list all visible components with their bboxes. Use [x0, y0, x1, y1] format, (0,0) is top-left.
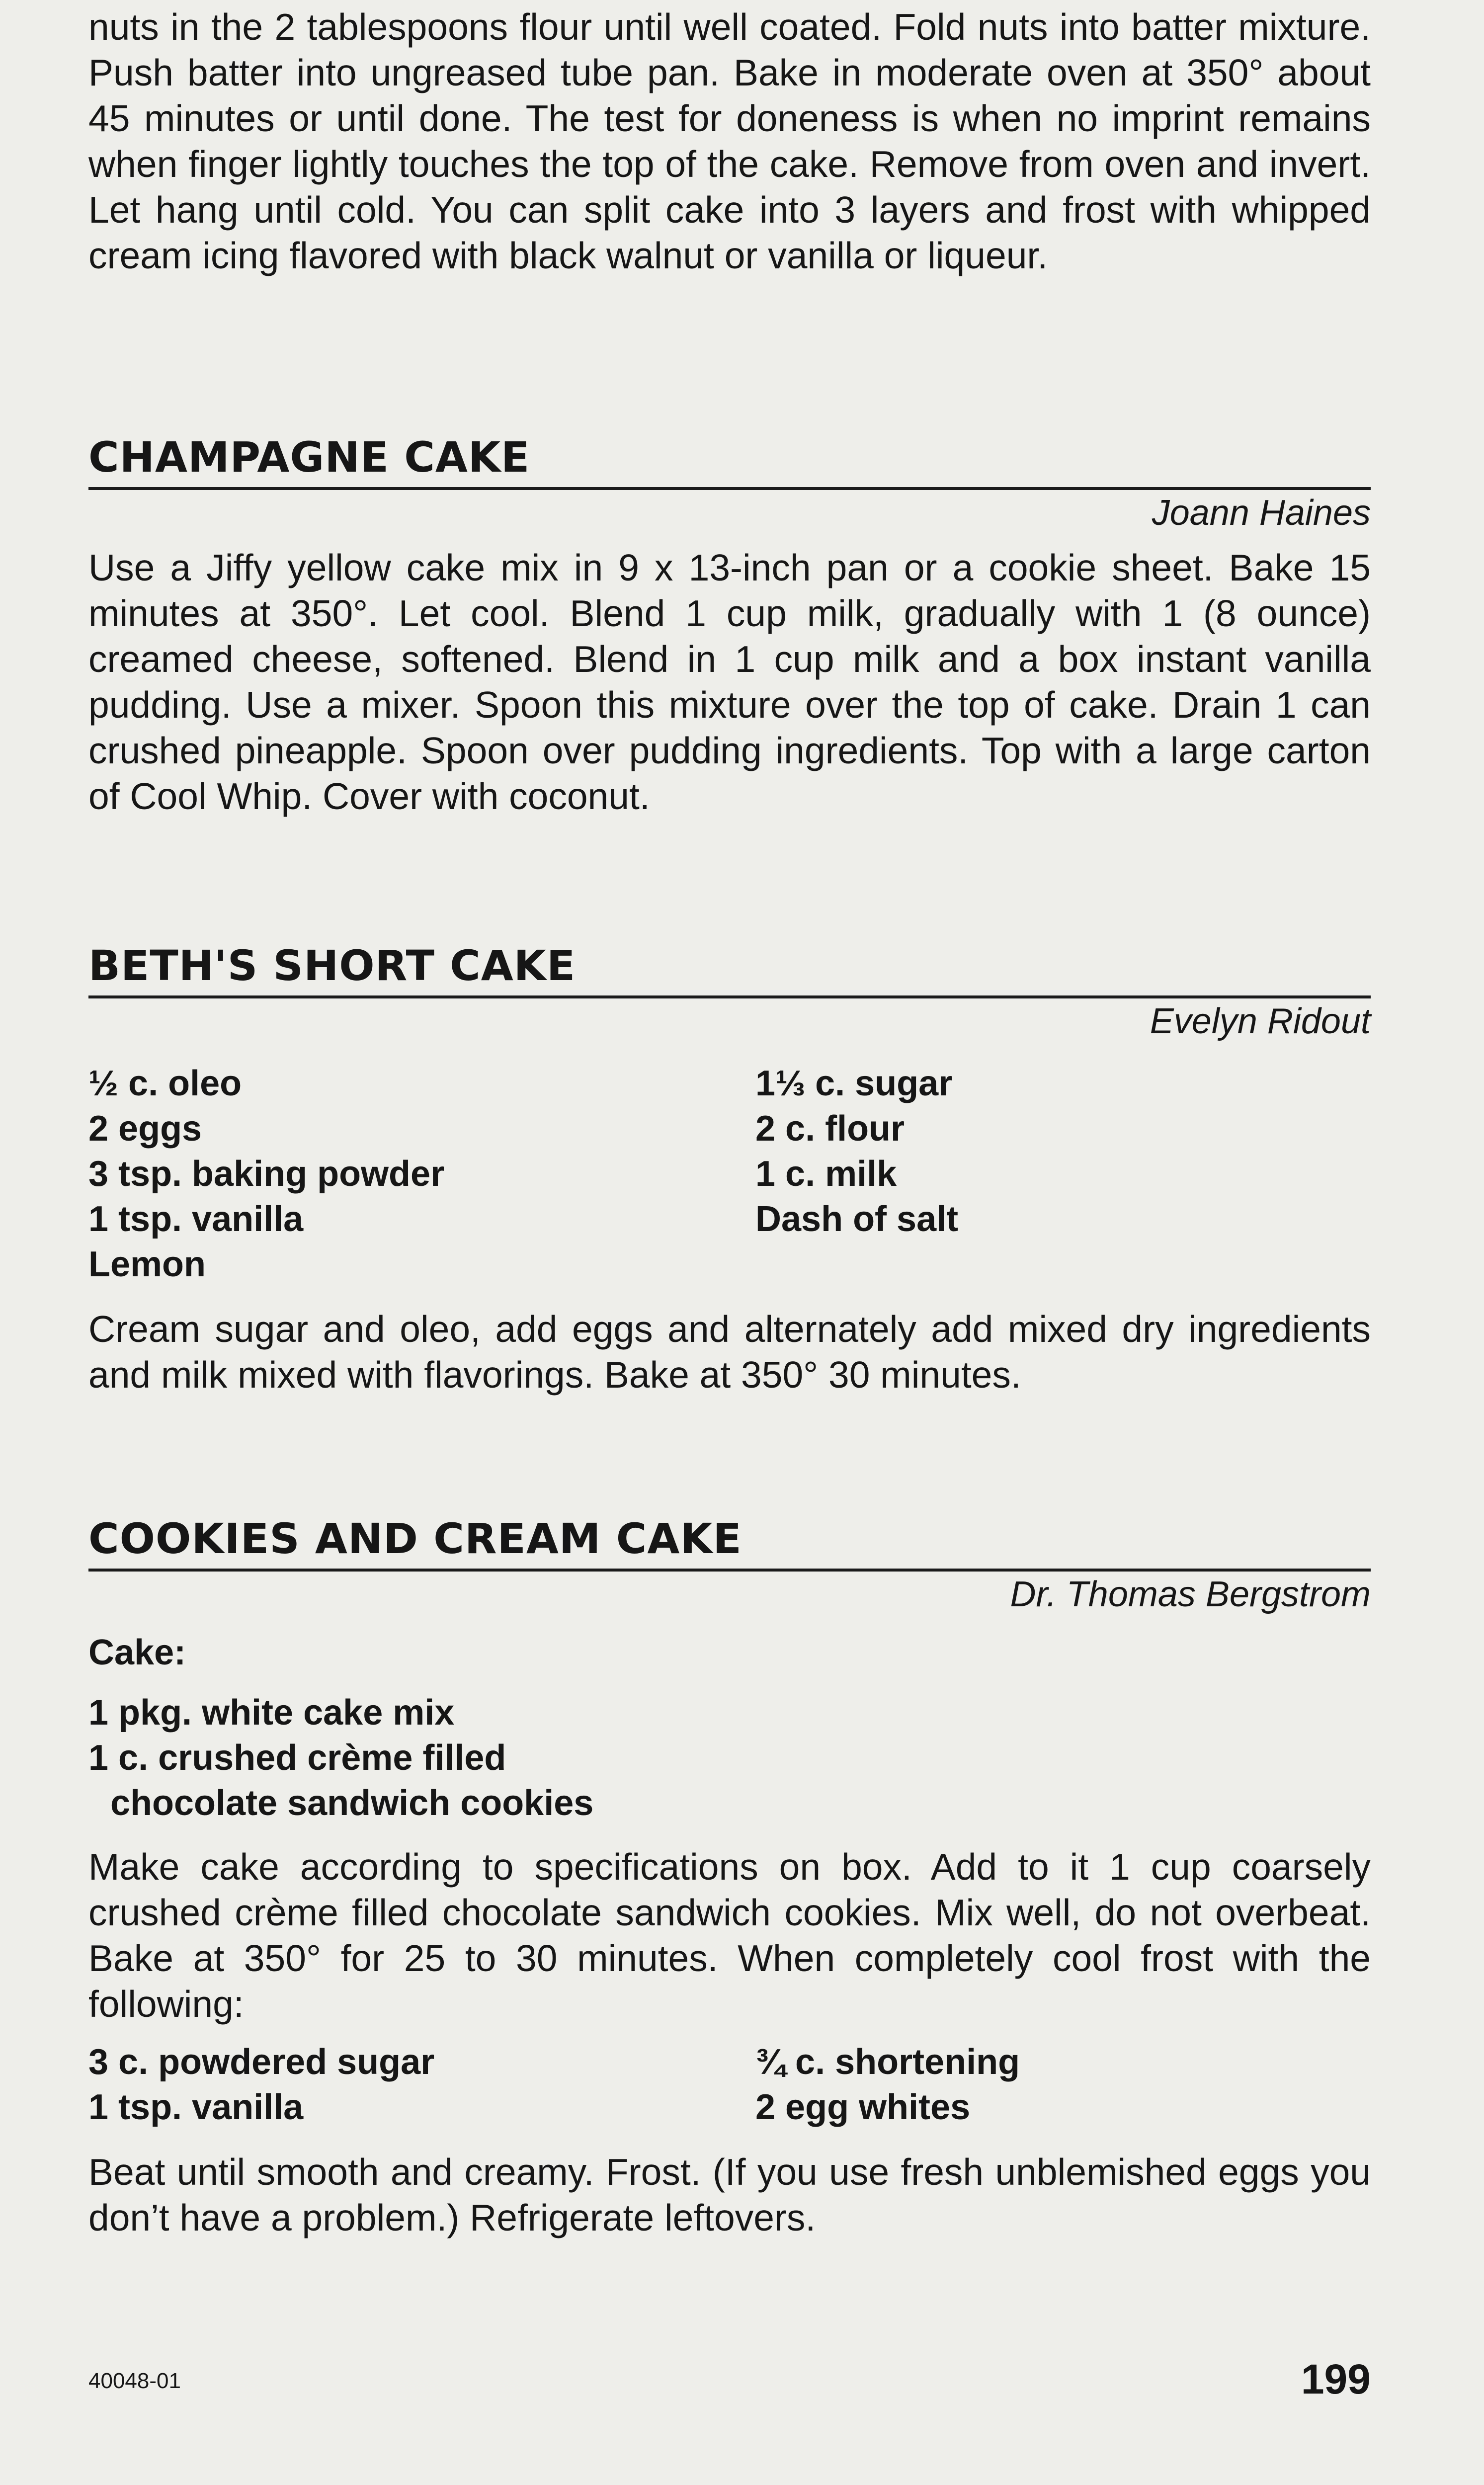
recipe-page — [88, 0, 1371, 2485]
catalog-code: 40048-01 — [88, 2369, 181, 2393]
recipe-directions: Make cake according to specifications on box. Add to it 1 cup coarsely crushed crème filled chocolate sandwich cookies. Mix well, do not overbeat. Bake at 350° for 25 to 30 minutes. When completely cool frost with the following: — [88, 1846, 1371, 2025]
ingredient: 3 tsp. baking powder — [88, 1154, 445, 1194]
recipe-author: Joann Haines — [1152, 493, 1371, 533]
ingredient: 2 c. flour — [755, 1109, 905, 1149]
ingredient: 1 pkg. white cake mix — [88, 1693, 455, 1733]
ingredient: 1 tsp. vanilla — [88, 2087, 304, 2127]
ingredients-list — [88, 1690, 1371, 1826]
recipe-cookies-and-cream-cake — [88, 1514, 1371, 2240]
ingredient: ¾ c. shortening — [755, 2042, 1020, 2082]
recipe-title: COOKIES AND CREAM CAKE — [88, 1514, 742, 1563]
ingredient: ½ c. oleo — [88, 1064, 242, 1103]
recipe-directions: Cream sugar and oleo, add eggs and alternately add mixed dry ingredients and milk mixed with flavorings. Bake at 350° 30 minutes. — [88, 1308, 1371, 1396]
ingredient: Dash of salt — [755, 1199, 959, 1239]
ingredient: 1 c. crushed crème filled — [88, 1738, 506, 1778]
recipe-author: Dr. Thomas Bergstrom — [1010, 1574, 1371, 1614]
title-rule — [88, 995, 1371, 998]
ingredient: 1 c. milk — [755, 1154, 897, 1194]
ingredient: 1 tsp. vanilla — [88, 1199, 304, 1239]
ingredient: 2 eggs — [88, 1109, 202, 1149]
title-rule — [88, 1569, 1371, 1572]
frosting-ingredients — [88, 2040, 1371, 2130]
recipe-title: BETH'S SHORT CAKE — [88, 941, 576, 990]
cake-label: Cake: — [88, 1633, 186, 1672]
ingredient: 1⅓ c. sugar — [755, 1064, 953, 1103]
recipe-final-step: Beat until smooth and creamy. Frost. (If you use fresh unblemished eggs you don’t have a problem.) Refrigerate leftovers. — [88, 2151, 1371, 2238]
continued-paragraph: nuts in the 2 tablespoons flour until well coated. Fold nuts into batter mixture. Push batter into ungreased tube pan. Bake in moderate oven at 350° about 45 minutes or until done. The test for doneness is when no imprint remains when finger lightly touches the top of the cake. Remove from oven and invert. Let hang until cold. You can split cake into 3 layers and frost with whipped cream icing flavored with black walnut or vanilla or liqueur. — [88, 6, 1371, 276]
ingredient: chocolate sandwich cookies — [110, 1783, 594, 1823]
recipe-champagne-cake — [88, 432, 1371, 819]
ingredient: 2 egg whites — [755, 2087, 971, 2127]
ingredient: Lemon — [88, 1244, 206, 1284]
ingredient: 3 c. powdered sugar — [88, 2042, 435, 2082]
page-number: 199 — [1301, 2356, 1371, 2402]
recipe-beths-short-cake — [88, 941, 1371, 1398]
recipe-author: Evelyn Ridout — [1150, 1001, 1371, 1041]
title-rule — [88, 487, 1371, 490]
ingredients-list — [88, 1061, 1371, 1287]
recipe-directions: Use a Jiffy yellow cake mix in 9 x 13-inch pan or a cookie sheet. Bake 15 minutes at 350°. Let cool. Blend 1 cup milk, gradually with 1 (8 ounce) creamed cheese, softened. Blend in 1 cup milk and a box instant vanilla pudding. Use a mixer. Spoon this mixture over the top of cake. Drain 1 can crushed pineapple. Spoon over pudding ingredients. Top with a large carton of Cool Whip. Cover with coconut. — [88, 547, 1371, 817]
recipe-title: CHAMPAGNE CAKE — [88, 433, 530, 482]
